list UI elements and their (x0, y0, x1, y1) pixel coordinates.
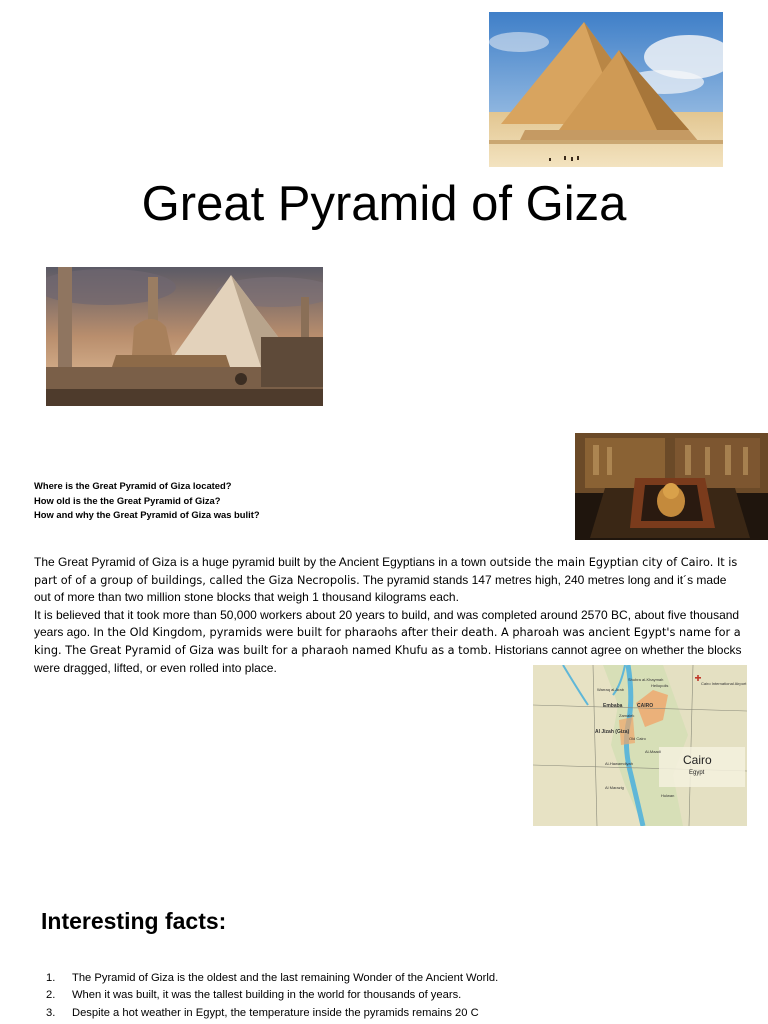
map-place-label: Embaba (603, 703, 623, 709)
pyramids-photo (489, 12, 723, 167)
map-place-label: Al Marazig (605, 785, 624, 790)
paragraph-location (34, 554, 746, 607)
map-place-label: Heliopolis (651, 683, 669, 688)
map-place-label: Al-Hawamdiyah (605, 761, 634, 766)
guiding-questions (34, 479, 364, 523)
text-run: outside the main Egyptian city of Cairo. It is part of of a group of buildings, called the Giza Necropolis. (34, 556, 738, 587)
list-number: 2. (46, 989, 56, 1002)
map-place-label: Al-Maadi (645, 749, 661, 754)
question-item: How and why the Great Pyramid of Giza was bulit? (34, 509, 260, 521)
map-place-label: Warraq al-Arab (597, 687, 624, 692)
text-run: The Great Pyramid of Giza is a huge pyramid built by the Ancient Egyptians in a town (34, 555, 490, 569)
question-item: How old is the the Great Pyramid of Giza? (34, 494, 221, 506)
list-item (0, 987, 768, 1004)
map-place-label: Shubra al-Khaymah (628, 677, 664, 682)
map-place-label: Zamalek (619, 713, 635, 718)
list-item (0, 1005, 768, 1022)
list-number: 1. (46, 972, 56, 984)
list-number: 3. (46, 1006, 56, 1019)
question-item: Where is the Great Pyramid of Giza located? (34, 480, 232, 491)
cairo-map (533, 665, 747, 826)
map-place-label: Hulwan (661, 793, 675, 798)
fact-text: When it was built, it was the tallest building in the world for thousands of years. (72, 989, 462, 1002)
facts-list (0, 970, 768, 1022)
article-body (34, 554, 746, 677)
map-city-label: Cairo (683, 753, 712, 767)
map-place-label: Cairo International Airport (701, 681, 747, 686)
page-title: Great Pyramid of Giza (141, 177, 627, 231)
text-run: It is believed that it took more than 50,000 workers about 20 years to build, and was completed around 2570 BC, about five thousand years ago. (34, 607, 740, 640)
map-country-label: Egypt (689, 770, 705, 776)
text-run: The pyramid stands 147 metres high, 240 metres long and it´s made out of more than two million stone blocks that weigh 1 thousand kilograms each. (34, 572, 727, 605)
map-place-label: CAIRO (637, 703, 654, 709)
fact-text: The Pyramid of Giza is the oldest and the last remaining Wonder of the Ancient World. (72, 972, 499, 984)
text-run: Historians cannot agree on whether the blocks were dragged, lifted, or even rolled into place. (34, 642, 742, 675)
fact-text: Despite a hot weather in Egypt, the temperature inside the pyramids remains 20 C (72, 1006, 479, 1019)
map-place-label: Al Jizah (Giza) (595, 729, 630, 735)
facts-heading: Interesting facts: (41, 908, 227, 934)
tomb-photo (575, 433, 768, 540)
text-run: In the Old Kingdom, pyramids were built for pharaohs after their death. A pharoah was ancient Egypt's name for a king. The Great Pyramid of Giza was built for a pharaoh named Khufu as a tomb. (34, 626, 741, 657)
sphinx-painting (46, 267, 323, 406)
list-item (0, 970, 768, 987)
map-place-label: Old Cairo (629, 736, 646, 741)
